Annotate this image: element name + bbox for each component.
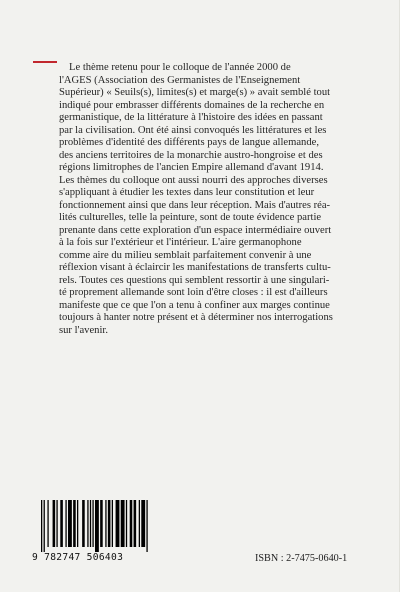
blurb-line: lités culturelles, telle la peinture, sont de toute évidence partie xyxy=(59,212,322,223)
blurb-line: toujours à hanter notre présent et à déterminer nos interrogations xyxy=(59,312,333,323)
blurb-line: rels. Toutes ces questions qui semblent ressortir à une singulari- xyxy=(59,274,330,286)
blurb-line: à la fois sur l'extérieur et l'intérieur. L'aire germanophone xyxy=(59,237,302,248)
blurb-line: comme aire du milieu semblait parfaitement convenir à une xyxy=(59,249,312,261)
blurb-line: Supérieur) « Seuils(s), limites(s) et marge(s) » avait semblé tout xyxy=(59,87,331,98)
blurb-line: prenante dans cette exploration d'un espace intermédiaire ouvert xyxy=(59,224,332,236)
back-cover-blurb xyxy=(59,62,341,337)
blurb-line: té proprement allemande sont loin d'être closes : il est d'ailleurs xyxy=(59,287,328,298)
blurb-line: indiqué pour embrasser différents domaines de la recherche en xyxy=(59,99,325,111)
isbn-number: ISBN : 2-7475-0640-1 xyxy=(255,553,348,564)
ean-barcode-icon xyxy=(41,500,149,552)
red-accent-rule xyxy=(33,61,57,63)
blurb-line: des anciens territoires de la monarchie austro-hongroise et des xyxy=(59,149,323,161)
blurb-line: régions limitrophes de l'ancien Empire allemand d'avant 1914. xyxy=(59,162,324,173)
blurb-line: l'AGES (Association des Germanistes de l'Enseignement xyxy=(59,74,301,86)
blurb-line: fonctionnement ainsi que dans leur réception. Mais d'autres réa- xyxy=(59,199,331,211)
blurb-line: Les thèmes du colloque ont aussi nourri des approches diverses xyxy=(59,174,328,186)
blurb-line: par la civilisation. Ont été ainsi convoqués les littératures et les xyxy=(59,124,327,136)
blurb-line: s'appliquant à étudier les textes dans leur constitution et leur xyxy=(59,187,315,198)
blurb-line: réflexion visant à éclaircir les manifestations de transferts cultu- xyxy=(59,262,331,273)
blurb-line: problèmes d'identité des différents pays de langue allemande, xyxy=(59,137,319,148)
barcode-block xyxy=(32,500,152,566)
blurb-line: manifeste que ce que l'on a tenu à confiner aux marges continue xyxy=(59,299,330,311)
blurb-line: germanistique, de la littérature à l'histoire des idées en passant xyxy=(59,112,323,123)
blurb-line: sur l'avenir. xyxy=(59,324,108,336)
blurb-line: Le thème retenu pour le colloque de l'année 2000 de xyxy=(69,62,291,73)
barcode-digits: 9 782747 506403 xyxy=(32,552,124,563)
